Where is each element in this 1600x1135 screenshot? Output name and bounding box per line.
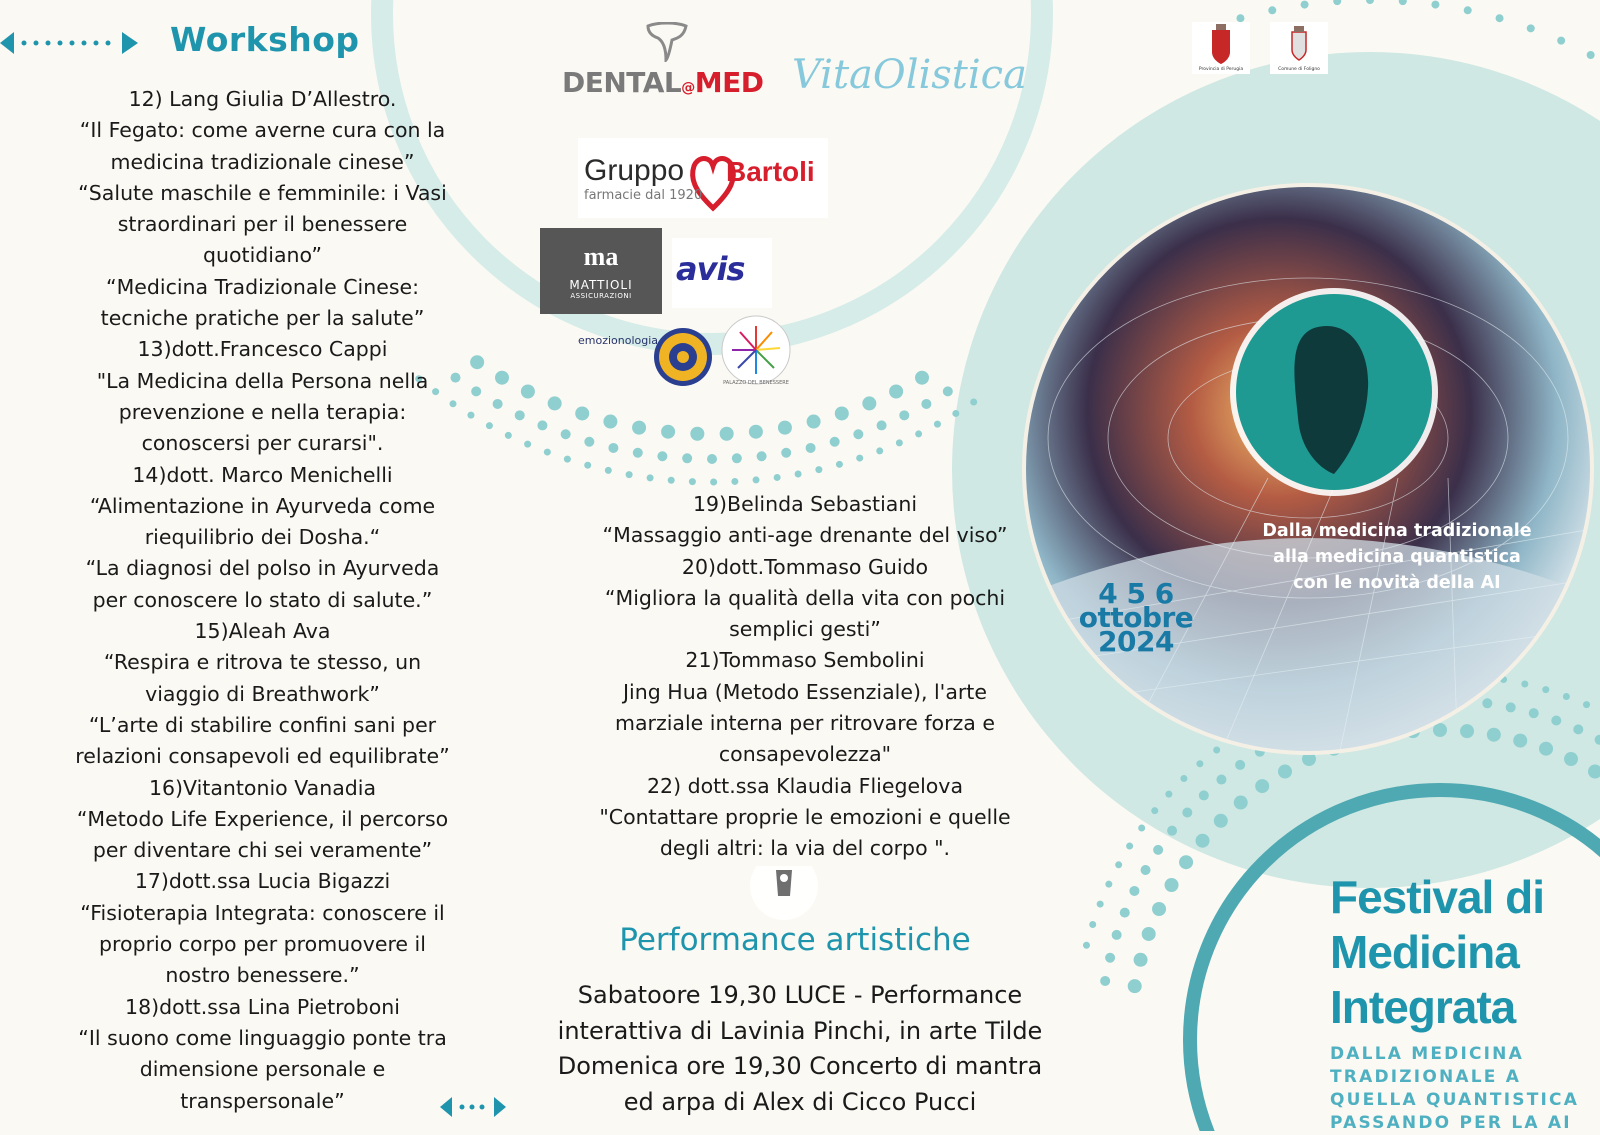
decorative-dot — [1100, 976, 1110, 986]
decorative-dot — [753, 476, 760, 483]
workshop-line: “La diagnosi del polso in Ayurveda — [85, 556, 440, 581]
workshop-list-continued — [560, 489, 1050, 865]
comune-crest: Comune di Foligno — [1270, 22, 1328, 74]
mattioli-logo: ma MATTIOLI ASSICURAZIONI — [540, 228, 662, 314]
festival-title: Festival di Medicina Integrata — [1330, 871, 1544, 1033]
performance-text: Sabatoore 19,30 LUCE - Performance interattiva di Lavinia Pinchi, in arte Tilde Domenica ore 19,30 Concerto di mantra ed arpa di Alex di Cicco Pucci — [557, 981, 1043, 1116]
hero-caption: Dalla medicina tradizionale alla medicina quantistica con le novità della AI — [1262, 521, 1532, 593]
decorative-dot — [1142, 927, 1156, 941]
decorative-dot — [836, 461, 843, 468]
workshop-line: riequilibrio dei Dosha.“ — [144, 525, 381, 550]
decorative-dot — [1120, 908, 1130, 918]
workshop-line: 18)dott.ssa Lina Pietroboni — [125, 994, 400, 1019]
decorative-dot — [835, 406, 849, 420]
decorative-dot — [1527, 24, 1535, 32]
decorative-dot — [515, 410, 525, 420]
workshop-line: nostro benessere.” — [165, 963, 360, 988]
decorative-dot — [564, 456, 571, 463]
decorative-dot — [1105, 881, 1112, 888]
decorative-dot — [943, 386, 953, 396]
decorative-dot — [889, 384, 903, 398]
workshop-line: “Fisioterapia Integrata: conoscere il — [80, 900, 445, 925]
decorative-dot — [493, 399, 503, 409]
decorative-dot — [757, 451, 767, 461]
decorative-dot — [1199, 790, 1209, 800]
decorative-dot — [647, 474, 654, 481]
workshop-line: semplici gesti” — [729, 617, 881, 642]
workshop-line: medicina tradizionale cinese” — [110, 149, 415, 174]
arrow-left-icon — [0, 28, 140, 58]
decorative-dot — [1083, 942, 1090, 949]
decorative-dot — [1278, 765, 1292, 779]
decorative-dot — [1151, 807, 1158, 814]
decorative-dot — [707, 454, 717, 464]
decorative-dot — [1105, 953, 1115, 963]
performance-title: Performance artistiche — [619, 922, 971, 958]
svg-text:PALAZZO DEL BENESSERE: PALAZZO DEL BENESSERE — [723, 380, 789, 386]
festival-subtitle: DALLA MEDICINA TRADIZIONALE A QUELLA QUANTISTICA PASSANDO PER LA AI — [1330, 1044, 1580, 1133]
workshop-line: consapevolezza" — [718, 742, 892, 767]
decorative-dot — [1399, 0, 1407, 5]
gruppo-bartoli-logo: Gruppo Bartoli farmacie dal 1920 — [578, 138, 828, 218]
decorative-dot — [633, 448, 643, 458]
decorative-dot — [495, 371, 509, 385]
decorative-dot — [1167, 826, 1177, 836]
workshop-line: marziale interna per ritrovare forza e — [615, 711, 995, 736]
rotary-logo — [652, 326, 714, 388]
decorative-dot — [682, 453, 692, 463]
decorative-dot — [575, 406, 589, 420]
workshop-line: conoscersi per curarsi". — [141, 431, 384, 456]
decorative-dot — [1129, 886, 1139, 896]
decorative-dot — [731, 478, 738, 485]
decorative-dot — [1165, 791, 1172, 798]
decorative-dot — [781, 448, 791, 458]
tooth-icon — [642, 22, 692, 62]
decorative-dot — [1179, 855, 1193, 869]
decorative-dot — [795, 471, 802, 478]
decorative-dot — [1235, 760, 1245, 770]
decorative-dot — [1182, 807, 1192, 817]
decorative-dot — [1236, 14, 1244, 22]
workshop-line: prevenzione e nella terapia: — [118, 399, 407, 424]
workshop-line: "Contattare proprie le emozioni e quelle — [599, 804, 1011, 829]
workshop-line: transpersonale” — [180, 1088, 345, 1113]
decorative-dot — [896, 439, 903, 446]
decorative-dot — [934, 421, 941, 428]
decorative-dot — [1333, 0, 1341, 5]
decorative-dot — [853, 429, 863, 439]
workshop-line: 12) Lang Giulia D’Allestro. — [128, 87, 397, 111]
decorative-dot — [915, 371, 929, 385]
decorative-dot — [584, 437, 594, 447]
workshop-line: proprio corpo per promuovere il — [99, 932, 426, 957]
workshop-line: 22) dott.ssa Klaudia Fliegelova — [646, 773, 964, 798]
decorative-dot — [921, 399, 931, 409]
workshop-line: 21)Tommaso Sembolini — [685, 648, 925, 673]
decorative-dot — [1115, 861, 1122, 868]
workshop-line: Jing Hua (Metodo Essenziale), l'arte — [623, 679, 987, 704]
decorative-dot — [505, 432, 512, 439]
workshop-line: “Massaggio anti-age drenante del viso” — [602, 523, 1008, 548]
workshop-line: “Respira e ritrova te stesso, un — [103, 650, 422, 675]
workshop-line: "La Medicina della Persona nella — [96, 368, 429, 393]
workshop-line: viaggio di Breathwork” — [145, 681, 380, 706]
decorative-dot — [548, 396, 562, 410]
arrow-left-right-icon — [440, 1092, 510, 1122]
workshop-line: dimensione personale e — [139, 1057, 386, 1082]
workshop-title: Workshop — [170, 20, 360, 59]
provincia-crest: Provincia di Perugia — [1192, 22, 1250, 74]
decorative-dot — [1097, 901, 1104, 908]
decorative-dot — [544, 449, 551, 456]
decorative-dot — [778, 421, 792, 435]
decorative-dot — [749, 425, 763, 439]
decorative-dot — [689, 478, 696, 485]
decorative-dot — [1557, 37, 1565, 45]
decorative-dot — [1216, 775, 1226, 785]
workshop-line: “Salute maschile e femminile: i Vasi — [78, 180, 447, 205]
workshop-line: 16)Vitantonio Vanadia — [148, 775, 377, 800]
decorative-dot — [486, 422, 493, 429]
workshop-line: “L’arte di stabilire confini sani per — [88, 712, 437, 737]
decorative-dot — [608, 443, 618, 453]
decorative-dot — [1214, 814, 1228, 828]
decorative-dot — [657, 451, 667, 461]
workshop-line: 13)dott.Francesco Cappi — [137, 337, 388, 362]
workshop-line: “Migliora la qualità della vita con pochi — [604, 585, 1006, 610]
decorative-dot — [632, 421, 646, 435]
avis-logo: avis — [672, 238, 772, 308]
dentalmed-logo: DENTAL@MED — [562, 22, 762, 102]
decorative-dot — [1301, 1, 1309, 9]
decorative-dot — [815, 466, 822, 473]
decorative-dot — [1255, 779, 1269, 793]
decorative-dot — [1089, 921, 1096, 928]
workshop-line: “Il suono come linguaggio ponte tra — [78, 1025, 447, 1050]
decorative-dot — [1112, 930, 1122, 940]
decorative-dot — [1128, 979, 1142, 993]
workshop-line: “Medicina Tradizionale Cinese: — [105, 274, 420, 299]
decorative-dot — [710, 478, 717, 485]
decorative-dot — [952, 410, 959, 417]
workshop-line: “Il Fegato: come averne cura con la — [79, 118, 446, 143]
decorative-dot — [524, 441, 531, 448]
decorative-dot — [603, 415, 617, 429]
workshop-list — [40, 84, 485, 1117]
workshop-line: 20)dott.Tommaso Guido — [681, 554, 929, 579]
workshop-line: 17)dott.ssa Lucia Bigazzi — [134, 869, 391, 894]
decorative-dot — [970, 398, 977, 405]
decorative-dot — [1165, 878, 1179, 892]
decorative-dot — [1234, 796, 1248, 810]
decorative-dot — [1587, 51, 1595, 59]
workshop-line: 19)Belinda Sebastiani — [692, 492, 918, 516]
workshop-line: degli altri: la via del corpo ". — [659, 836, 951, 861]
palazzo-del-benessere-logo — [720, 314, 792, 386]
decorative-dot — [915, 430, 922, 437]
decorative-dot — [1141, 865, 1151, 875]
workshop-line: per conoscere lo stato di salute.” — [92, 587, 433, 612]
workshop-line: tecniche pratiche per la salute” — [100, 306, 425, 331]
decorative-dot — [1196, 760, 1203, 767]
decorative-dot — [1464, 6, 1472, 14]
decorative-dot — [807, 415, 821, 429]
decorative-dot — [1366, 0, 1374, 4]
decorative-dot — [899, 410, 909, 420]
decorative-dot — [1138, 824, 1145, 831]
decorative-dot — [1496, 14, 1504, 22]
decorative-dot — [1126, 843, 1133, 850]
decorative-dot — [668, 477, 675, 484]
decorative-dot — [720, 427, 734, 441]
decorative-dot — [1134, 953, 1148, 967]
decorative-dot — [1431, 1, 1439, 9]
decorative-dot — [690, 427, 704, 441]
decorative-dot — [830, 437, 840, 447]
decorative-dot — [1153, 845, 1163, 855]
decorative-dot — [1152, 902, 1166, 916]
decorative-dot — [626, 471, 633, 478]
workshop-line: “Alimentazione in Ayurveda come — [89, 493, 436, 518]
decorative-dot — [605, 467, 612, 474]
decorative-dot — [774, 474, 781, 481]
decorative-dot — [862, 396, 876, 410]
decorative-dot — [1180, 775, 1187, 782]
decorative-dot — [661, 425, 675, 439]
decorative-dot — [521, 384, 535, 398]
vitaolistica-logo: VitaOlistica — [792, 52, 1027, 98]
workshop-line: per diventare chi sei veramente” — [92, 838, 433, 863]
decorative-dot — [732, 453, 742, 463]
hero-image — [1018, 178, 1598, 760]
decorative-dot — [537, 420, 547, 430]
workshop-line: quotidiano” — [203, 243, 322, 268]
decorative-dot — [877, 420, 887, 430]
decorative-dot — [1196, 834, 1210, 848]
workshop-line: 15)Aleah Ava — [194, 619, 331, 644]
decorative-dot — [856, 455, 863, 462]
emozionologia-logo: emozionologia — [578, 334, 659, 347]
workshop-line: relazioni consapevoli ed equilibrate” — [75, 744, 450, 769]
decorative-dot — [876, 447, 883, 454]
decorative-dot — [1268, 6, 1276, 14]
decorative-dot — [806, 443, 816, 453]
decorative-dot — [561, 429, 571, 439]
workshop-line: “Metodo Life Experience, il percorso — [76, 806, 449, 831]
event-date: 4 5 6 ottobre 2024 — [1078, 577, 1194, 658]
workshop-line: straordinari per il benessere — [117, 212, 408, 237]
workshop-line: 14)dott. Marco Menichelli — [132, 462, 393, 487]
decorative-dot — [584, 462, 591, 469]
